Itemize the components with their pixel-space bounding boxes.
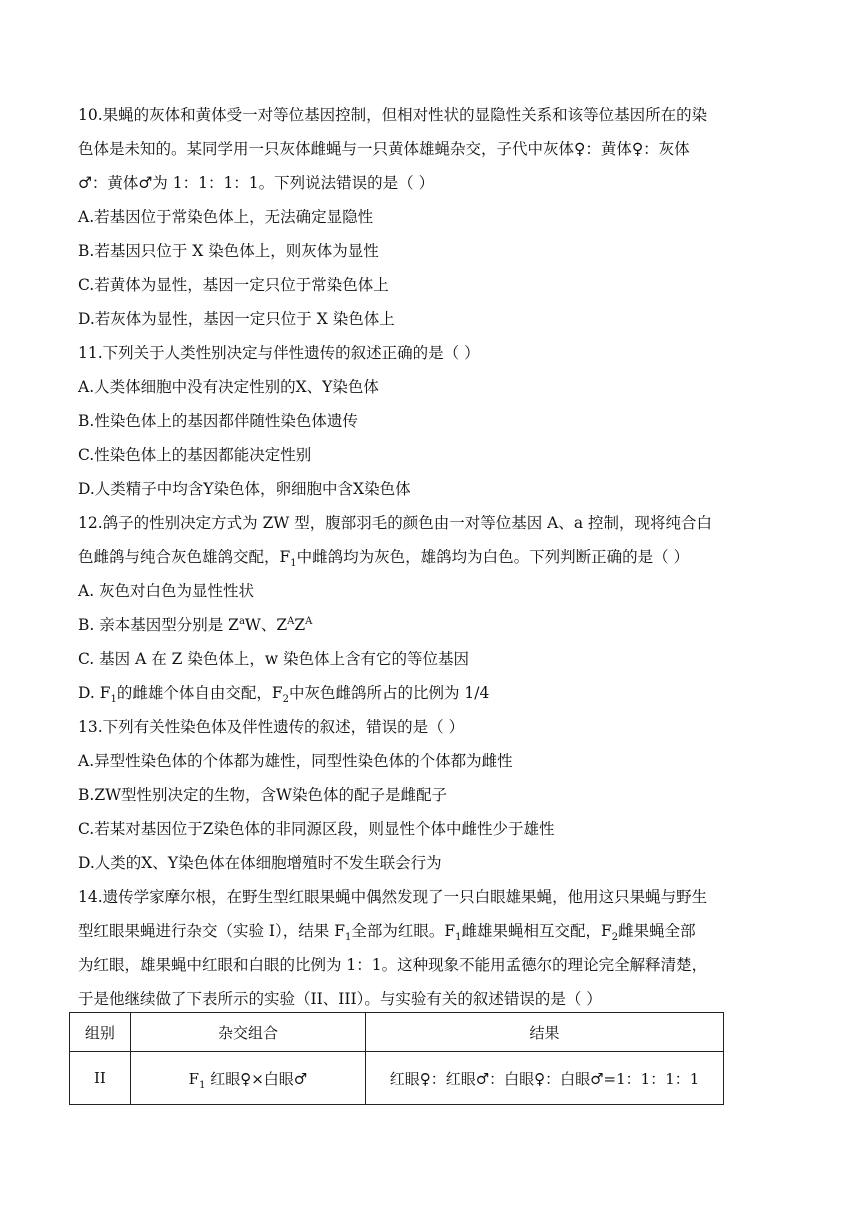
- q14-stem-text: 全部为红眼。F: [351, 922, 456, 940]
- q10-option-b: B.若基因只位于 X 染色体上，则灰体为显性: [78, 242, 379, 260]
- q10-stem-line-1: 10.果蝇的灰体和黄体受一对等位基因控制，但相对性状的显隐性关系和该等位基因所在的染: [78, 106, 708, 124]
- q12-option-d-text: 中灰色雌鸽所占的比例为 1/4: [289, 684, 490, 702]
- table-row: [70, 1052, 724, 1105]
- q14-stem-subscript: 1: [344, 932, 352, 944]
- q11-option-b: B.性染色体上的基因都伴随性染色体遗传: [78, 412, 358, 430]
- cross-text: 红眼♀×白眼♂: [205, 1069, 308, 1088]
- q11-option-a: A.人类体细胞中没有决定性别的X、Y染色体: [78, 378, 379, 396]
- table-header-result: 结果: [366, 1013, 724, 1052]
- q12-option-d-text: 的雌雄个体自由交配，F: [116, 684, 283, 702]
- q14-stem-text: 雌果蝇全部: [618, 922, 696, 940]
- table-header-group: 组别: [70, 1013, 131, 1052]
- q12-stem-text: 中雌鸽均为灰色，雄鸽均为白色。下列判断正确的是（ ）: [296, 548, 690, 566]
- q12-option-a: A. 灰色对白色为显性性状: [78, 582, 255, 600]
- table-header-row: [70, 1013, 724, 1052]
- q12-option-b-superscript: a: [238, 615, 245, 627]
- table-cell-cross: [130, 1052, 365, 1105]
- q14-stem-subscript: 1: [455, 932, 462, 944]
- q12-option-d-subscript: 1: [110, 694, 117, 706]
- q12-option-d: [78, 676, 788, 710]
- q12-stem-line-1: 12.鸽子的性别决定方式为 ZW 型，腹部羽毛的颜色由一对等位基因 A、a 控制，现将纯合白: [78, 514, 712, 532]
- q12-option-b-superscript: A: [305, 615, 313, 627]
- q14-stem-line-1: 14.遗传学家摩尔根，在野生型红眼果蝇中偶然发现了一只白眼雄果蝇，他用这只果蝇与野生: [78, 888, 708, 906]
- cross-subscript: 1: [199, 1079, 206, 1091]
- q10-stem-line-3: ♂：黄体♂为 1：1：1：1。下列说法错误的是（ ）: [78, 174, 435, 192]
- question-page: [78, 98, 788, 1016]
- q12-option-b: [78, 608, 788, 642]
- table-cell-result: 红眼♀：红眼♂：白眼♀：白眼♂=1：1：1：1: [366, 1052, 724, 1105]
- q12-stem-subscript: 1: [290, 558, 297, 570]
- q13-option-d: D.人类的X、Y染色体在体细胞增殖时不发生联会行为: [78, 854, 442, 872]
- q10-stem-line-2: 色体是未知的。某同学用一只灰体雌蝇与一只黄体雄蝇杂交，子代中灰体♀：黄体♀：灰体: [78, 140, 690, 158]
- q11-option-d: D.人类精子中均含Y染色体，卵细胞中含X染色体: [78, 480, 411, 498]
- q12-option-b-text: W、Z: [244, 616, 288, 634]
- q12-stem-text: 色雌鸽与纯合灰色雄鸽交配，F: [78, 548, 291, 566]
- q14-stem-subscript: 2: [611, 932, 619, 944]
- q13-stem: 13.下列有关性染色体及伴性遗传的叙述，错误的是（ ）: [78, 718, 465, 736]
- q10-option-a: A.若基因位于常染色体上，无法确定显隐性: [78, 208, 374, 226]
- q14-stem-text: 雌雄果蝇相互交配，F: [461, 922, 612, 940]
- q14-stem-line-4: 于是他继续做了下表所示的实验（II、III）。与实验有关的叙述错误的是（ ）: [78, 990, 602, 1008]
- q11-option-c: C.性染色体上的基因都能决定性别: [78, 446, 312, 464]
- q13-option-b: B.ZW型性别决定的生物，含W染色体的配子是雌配子: [78, 786, 447, 804]
- q14-stem-line-2: [78, 914, 788, 948]
- cross-text: F: [188, 1069, 200, 1088]
- q12-option-d-subscript: 2: [282, 694, 289, 706]
- q12-option-b-text: Z: [294, 616, 306, 634]
- q12-option-b-text: B. 亲本基因型分别是 Z: [78, 616, 239, 634]
- table-cell-group: II: [70, 1052, 131, 1105]
- q10-option-c: C.若黄体为显性，基因一定只位于常染色体上: [78, 276, 389, 294]
- q12-option-b-superscript: A: [287, 615, 295, 627]
- q14-stem-line-3: 为红眼，雄果蝇中红眼和白眼的比例为 1：1。这种现象不能用孟德尔的理论完全解释清楚，: [78, 956, 708, 974]
- q10-option-d: D.若灰体为显性，基因一定只位于 X 染色体上: [78, 310, 395, 328]
- q12-option-d-text: D. F: [78, 684, 111, 702]
- q11-stem: 11.下列关于人类性别决定与伴性遗传的叙述正确的是（ ）: [78, 344, 480, 362]
- q12-option-c: C. 基因 A 在 Z 染色体上，w 染色体上含有它的等位基因: [78, 650, 470, 668]
- q14-stem-text: 型红眼果蝇进行杂交（实验 I），结果 F: [78, 922, 345, 940]
- experiment-table: [69, 1012, 724, 1105]
- q12-stem-line-2: [78, 540, 788, 574]
- q13-option-a: A.异型性染色体的个体都为雄性，同型性染色体的个体都为雌性: [78, 752, 513, 770]
- table-header-cross: 杂交组合: [130, 1013, 365, 1052]
- q13-option-c: C.若某对基因位于Z染色体的非同源区段，则显性个体中雌性少于雄性: [78, 820, 555, 838]
